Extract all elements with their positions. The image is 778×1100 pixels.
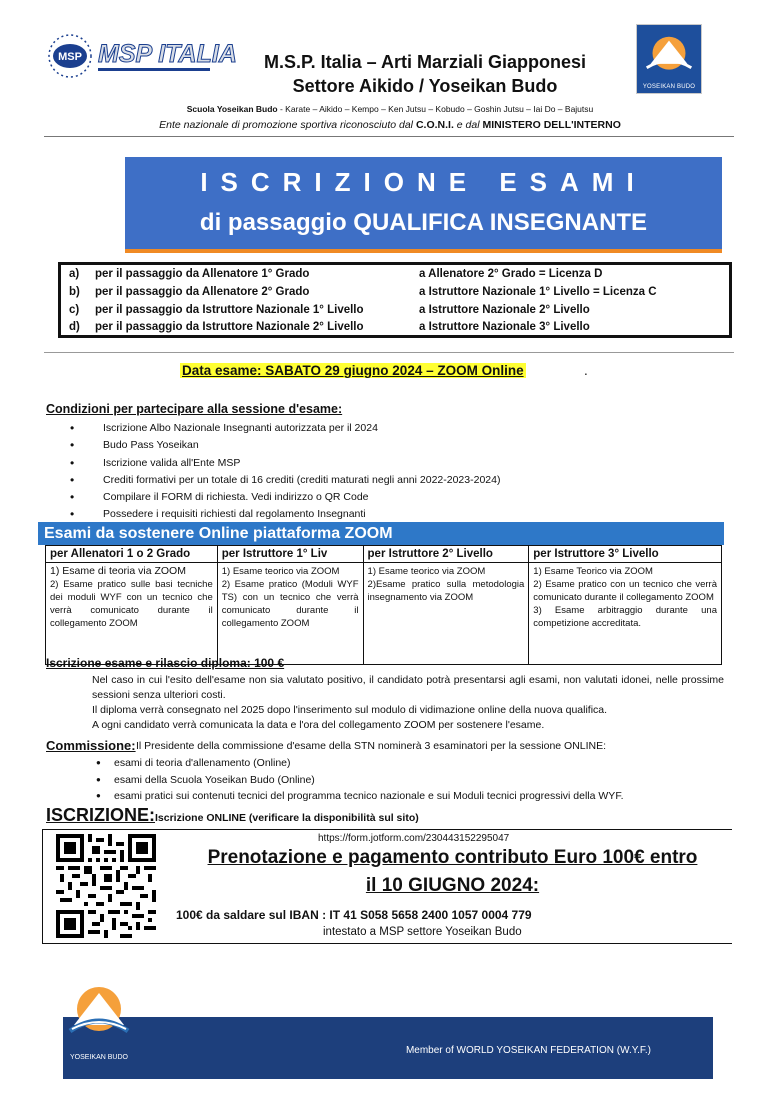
- grade-from: per il passaggio da Allenatore 2° Grado: [95, 286, 310, 298]
- grade-letter: b): [69, 286, 80, 298]
- grade-from: per il passaggio da Istruttore Nazionale 1° Livello: [95, 304, 364, 316]
- exam-line: 2) Esame pratico (Moduli WYF TS) con un tecnico che verrà comunicato durante il collegamento ZOOM: [221, 579, 359, 629]
- exam-cell: [529, 563, 722, 665]
- exam-date-period: .: [584, 363, 588, 378]
- wyf-member-text: Member of WORLD YOSEIKAN FEDERATION (W.Y.F.): [405, 1045, 651, 1056]
- footer-logo-label: YOSEIKAN BUDO: [70, 1054, 128, 1061]
- school-disciplines: - Karate – Aikido – Kempo – Ken Jutsu – Kobudo – Goshin Jutsu – Iai Do – Bajutsu: [277, 104, 594, 114]
- condition-item: • Crediti formativi per un totale di 16 crediti (crediti maturati negli anni 2022-2023-2024): [70, 472, 710, 489]
- exams-table: [45, 545, 722, 665]
- grade-from: per il passaggio da Allenatore 1° Grado: [95, 268, 310, 280]
- fee-paragraph-zoom: A ogni candidato verrà comunicata la data e l'ora del collegamento ZOOM per sostenere l'esame.: [92, 719, 545, 731]
- condition-item: • Iscrizione Albo Nazionale Insegnanti autorizzata per il 2024: [70, 420, 710, 437]
- condition-item: • Budo Pass Yoseikan: [70, 437, 710, 454]
- exam-column-header: per Istruttore 1° Liv: [217, 546, 363, 563]
- header-subtitle: Settore Aikido / Yoseikan Budo: [292, 76, 558, 96]
- exam-line: 2) Esame pratico con un tecnico che verrà comunicato durante il collegamento ZOOM: [533, 579, 717, 603]
- conditions-title: Condizioni per partecipare alla sessione d'esame:: [46, 402, 343, 416]
- exam-date: Data esame: SABATO 29 giugno 2024 – ZOOM Online: [182, 363, 524, 378]
- grade-to: a Istruttore Nazionale 1° Livello = Licenza C: [419, 286, 657, 298]
- title-banner: [125, 157, 722, 253]
- yoseikan-budo-logo-top: [636, 24, 702, 94]
- header-divider: [44, 136, 734, 137]
- commission-text: Il Presidente della commissione d'esame della STN nominerà 3 esaminatori per la sessione ONLINE:: [136, 740, 607, 752]
- registration-form-link[interactable]: https://form.jotform.com/230443152295047: [318, 833, 510, 844]
- exam-cell: [363, 563, 529, 665]
- msp-italia-logo: [44, 30, 237, 82]
- commission-item: ● esami pratici sui contenuti tecnici del programma tecnico nazionale e sui Moduli tecnici progressivi della WYF.: [96, 788, 623, 805]
- header-title: M.S.P. Italia – Arti Marziali Giapponesi: [263, 52, 587, 72]
- online-exams-title: Esami da sostenere Online piattaforma ZOOM: [38, 522, 724, 545]
- grade-letter: a): [69, 268, 80, 280]
- exam-line: 3) Esame arbitraggio durante una competizione accreditata.: [533, 605, 717, 629]
- msp-logo-badge: MSP: [58, 51, 82, 63]
- exam-line: 1) Esame di teoria via ZOOM: [50, 565, 186, 577]
- grade-to: a Allenatore 2° Grado = Licenza D: [419, 268, 603, 280]
- school-name: Scuola Yoseikan Budo: [186, 104, 278, 114]
- conditions-list: [70, 420, 710, 524]
- yoseikan-budo-logo-bottom: [62, 983, 136, 1073]
- iban-line: 100€ da saldare sul IBAN : IT 41 S058 5658 2400 1057 0004 779: [176, 908, 532, 922]
- banner-subtitle: di passaggio QUALIFICA INSEGNANTE: [199, 209, 648, 236]
- booking-deadline-line1: Prenotazione e pagamento contributo Euro 100€ entro: [207, 847, 698, 868]
- registration-note: Iscrizione ONLINE (verificare la disponibilità sul sito): [155, 812, 419, 824]
- exam-line: 1) Esame teorico via ZOOM: [367, 566, 486, 577]
- ente-ministero: MINISTERO DELL'INTERNO: [482, 119, 621, 131]
- grade-to: a Istruttore Nazionale 3° Livello: [419, 321, 590, 333]
- school-line: [80, 104, 700, 114]
- footer-bar: [63, 1017, 713, 1079]
- grade-from: per il passaggio da Istruttore Nazionale 2° Livello: [95, 321, 364, 333]
- ente-coni: C.O.N.I.: [415, 119, 454, 131]
- exam-line: 2)Esame pratico sulla metodologia insegnamento via ZOOM: [367, 579, 525, 603]
- registration-title: ISCRIZIONE:: [46, 805, 156, 825]
- fee-paragraph-outcome: Nel caso in cui l'esito dell'esame non sia valutato positivo, il candidato potrà presentarsi agli esami, non valutati idonei, nelle prossime sessioni senza ulteriori costi.: [92, 674, 724, 701]
- exam-column-header: per Istruttore 2° Livello: [363, 546, 529, 563]
- exam-cell: [217, 563, 363, 665]
- qr-code-icon[interactable]: [56, 834, 156, 938]
- exam-cell: [46, 563, 218, 665]
- exam-column-header: per Allenatori 1 o 2 Grado: [46, 546, 218, 563]
- grade-letter: d): [69, 321, 80, 333]
- commission-list: [96, 755, 623, 805]
- condition-item: • Compilare il FORM di richiesta. Vedi indirizzo o QR Code: [70, 489, 710, 506]
- commission-title: Commissione:: [46, 738, 136, 753]
- banner-title: ISCRIZIONE ESAMI: [200, 167, 647, 197]
- ente-mid: e dal: [453, 119, 483, 131]
- commission-item: ● esami di teoria d'allenamento (Online): [96, 755, 623, 772]
- grade-to: a Istruttore Nazionale 2° Livello: [419, 304, 590, 316]
- booking-deadline-line2: il 10 GIUGNO 2024:: [365, 875, 540, 896]
- condition-item: • Possedere i requisiti richiesti dal regolamento Insegnanti: [70, 506, 710, 523]
- fee-paragraph-diploma: Il diploma verrà consegnato nel 2025 dopo l'inserimento sul modulo di vidimazione online della nuova qualifica.: [92, 704, 608, 716]
- account-holder: intestato a MSP settore Yoseikan Budo: [323, 926, 522, 938]
- exam-line: 2) Esame pratico sulle basi tecniche dei moduli WYF con un tecnico che verrà comunicato durante il collegamento ZOOM: [50, 579, 213, 629]
- condition-item: • Iscrizione valida all'Ente MSP: [70, 455, 710, 472]
- msp-logo-wordmark: MSP ITALIA: [98, 40, 237, 68]
- exam-column-header: per Istruttore 3° Livello: [529, 546, 722, 563]
- exams-table-header: [46, 546, 722, 563]
- ente-line: [60, 119, 720, 131]
- grade-letter: c): [69, 304, 80, 316]
- exams-table-row: [46, 563, 722, 665]
- ente-prefix: Ente nazionale di promozione sportiva riconosciuto dal: [159, 119, 416, 131]
- exam-line: 1) Esame teorico via ZOOM: [221, 566, 340, 577]
- fee-title: Iscrizione esame e rilascio diploma: 100 €: [46, 656, 285, 670]
- yoseikan-logo-label: YOSEIKAN BUDO: [642, 84, 696, 90]
- exam-line: 1) Esame Teorico via ZOOM: [533, 566, 653, 577]
- commission-item: ● esami della Scuola Yoseikan Budo (Online): [96, 772, 623, 789]
- section-divider: [44, 352, 734, 353]
- grades-box: [58, 262, 732, 338]
